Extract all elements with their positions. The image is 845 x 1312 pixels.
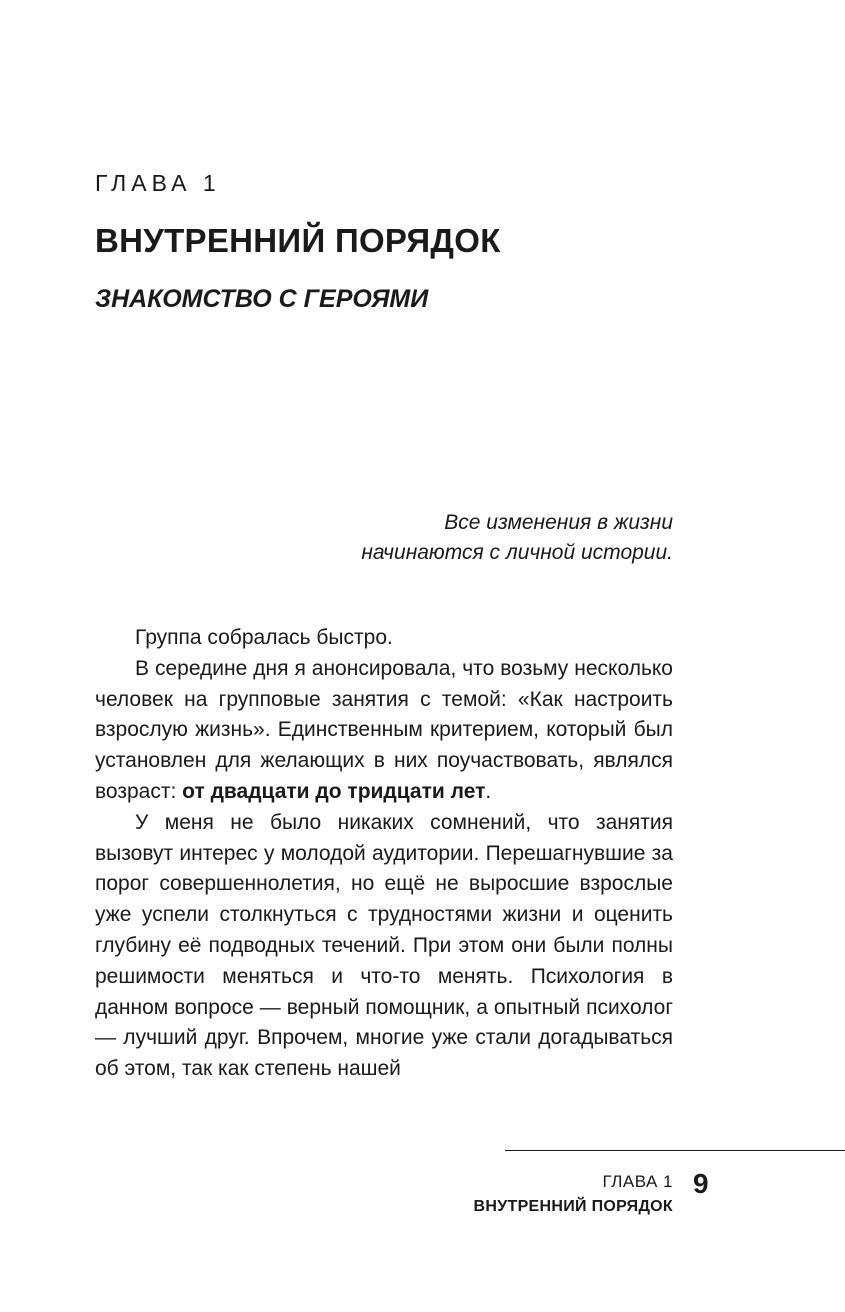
paragraph-2-end: . bbox=[485, 779, 492, 803]
paragraph-2-text: В середине дня я анонсировала, что возьму несколько человек на групповые занятия с темой: «Как настроить взрослую жизнь». Единственным критерием, который был установлен для желающих в них поучаствовать, являлся возраст: bbox=[95, 656, 673, 803]
paragraph-2-bold: от двадцати до тридцати лет bbox=[182, 779, 486, 803]
paragraph-3: У меня не было никаких сомнений, что занятия вызовут интерес у молодой аудитории. Перешагнувшие за порог совершеннолетия, но ещё не выросшие взрослые уже успели столкнуться с трудностями жизни и оценить глубину её подводных течений. При этом они были полны решимости меняться и что-то менять. Психология в данном вопросе — верный помощник, а опытный психолог — лучший друг. Впрочем, многие уже стали догадываться об этом, так как степень нашей bbox=[95, 810, 673, 1081]
chapter-label: ГЛАВА 1 bbox=[95, 170, 221, 196]
section-title: ЗНАКОМСТВО С ГЕРОЯМИ bbox=[95, 285, 429, 313]
paragraph-1: Группа собралась быстро. bbox=[135, 626, 393, 649]
paragraph-2 bbox=[95, 654, 673, 808]
page-number: 9 bbox=[693, 1168, 709, 1199]
epigraph bbox=[361, 508, 673, 568]
chapter-title: ВНУТРЕННИЙ ПОРЯДОК bbox=[95, 222, 501, 259]
epigraph-line-2: начинаются с личной истории. bbox=[361, 541, 673, 564]
footer-rule bbox=[505, 1150, 845, 1151]
footer-chapter-label: ГЛАВА 1 bbox=[602, 1172, 673, 1191]
body-text bbox=[95, 623, 673, 1085]
footer-chapter-title: ВНУТРЕННИЙ ПОРЯДОК bbox=[473, 1198, 673, 1215]
epigraph-line-1: Все изменения в жизни bbox=[444, 511, 673, 534]
